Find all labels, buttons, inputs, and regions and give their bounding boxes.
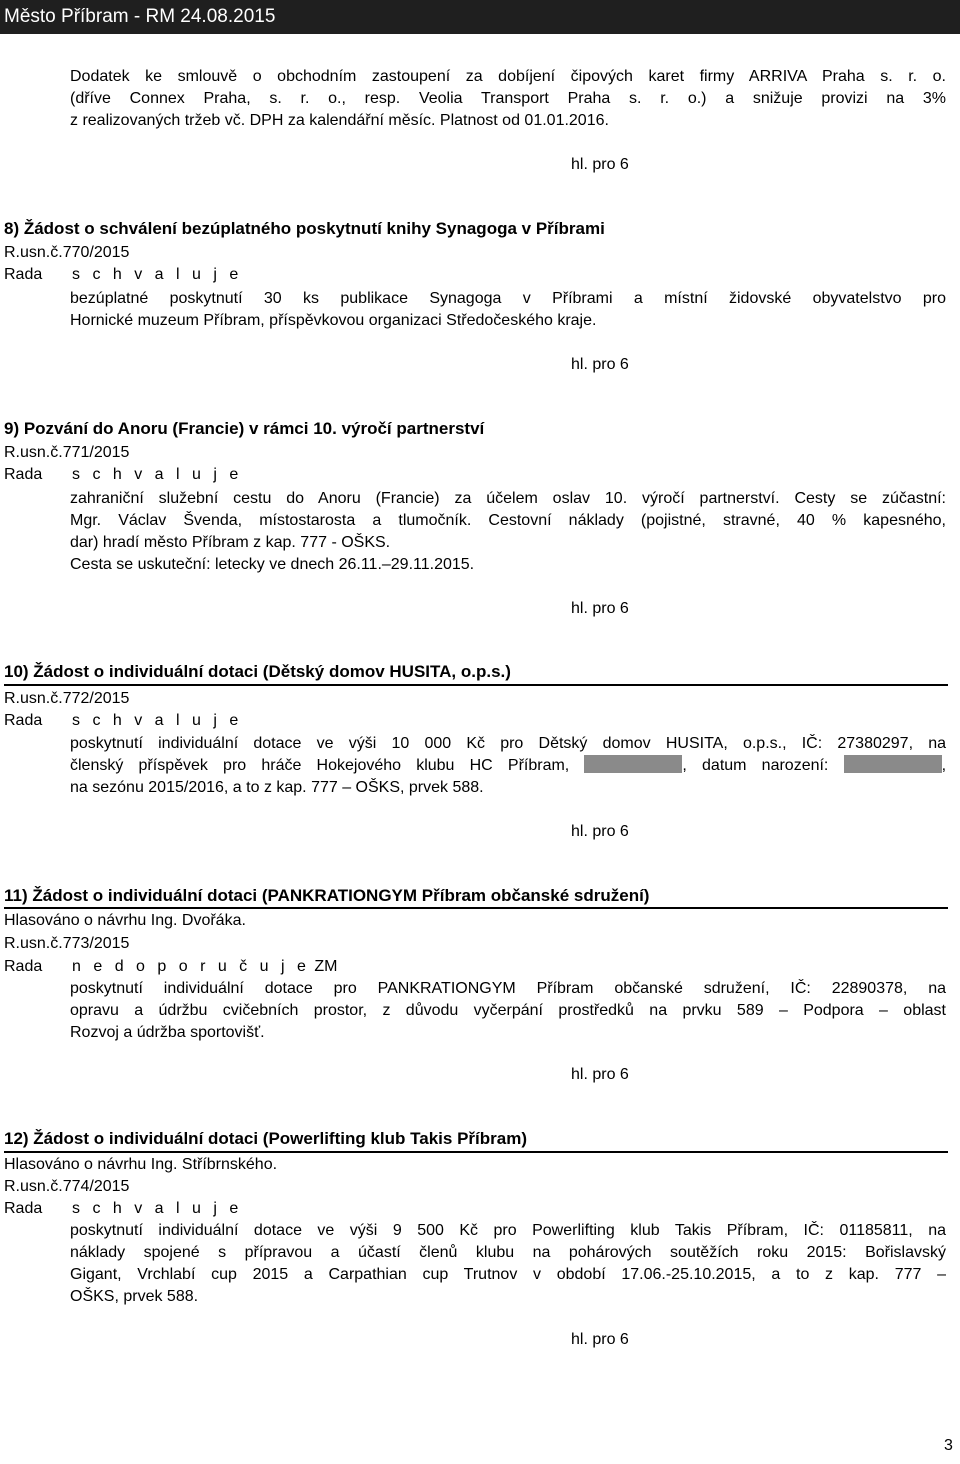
vote-result: hl. pro 6 bbox=[571, 356, 629, 373]
redaction-box bbox=[584, 755, 682, 773]
resolution-number: R.usn.č.771/2015 bbox=[4, 444, 130, 461]
text-line-redacted bbox=[70, 755, 946, 777]
section-divider bbox=[4, 907, 948, 909]
vote-result: hl. pro 6 bbox=[571, 1331, 629, 1348]
text-fragment: , bbox=[941, 757, 947, 774]
resolution-verb: s c h v a l u j e bbox=[72, 1200, 243, 1217]
text-line: Mgr. Václav Švenda, místostarosta a tlumočník. Cestovní náklady (pojistné, stravné, 40 % kapesného, bbox=[70, 512, 946, 529]
resolution-text bbox=[70, 733, 946, 799]
page-header bbox=[0, 0, 960, 34]
vote-note: Hlasováno o návrhu Ing. Dvořáka. bbox=[4, 912, 246, 929]
resolution-text bbox=[70, 1220, 946, 1308]
item-heading: 12) Žádost o individuální dotaci (Powerlifting klub Takis Příbram) bbox=[4, 1129, 527, 1148]
text-line: poskytnutí individuální dotace ve výši 9 500 Kč pro Powerlifting klub Takis Příbram, IČ: 01185811, na bbox=[70, 1222, 946, 1239]
item-heading: 9) Pozvání do Anoru (Francie) v rámci 10. výročí partnerství bbox=[4, 419, 485, 438]
resolution-verb: s c h v a l u j e bbox=[72, 266, 243, 283]
text-fragment: , datum narození: bbox=[682, 757, 829, 774]
resolution-text bbox=[70, 978, 946, 1044]
intro-line: Dodatek ke smlouvě o obchodním zastoupení za dobíjení čipových karet firmy ARRIVA Praha s. r. o. bbox=[70, 68, 946, 85]
text-line: Gigant, Vrchlabí cup 2015 a Carpathian cup Trutnov v období 17.06.-25.10.2015, a to z kap. 777 – bbox=[70, 1266, 946, 1283]
text-line: poskytnutí individuální dotace ve výši 10 000 Kč pro Dětský domov HUSITA, o.p.s., IČ: 27380297, na bbox=[70, 735, 946, 752]
text-line: opravu a údržbu cvičebních prostor, z důvodu vyčerpání prostředků na prvku 589 – Podpora – oblast bbox=[70, 1002, 946, 1019]
item-heading: 11) Žádost o individuální dotaci (PANKRATIONGYM Příbram občanské sdružení) bbox=[4, 886, 650, 905]
resolution-number: R.usn.č.774/2015 bbox=[4, 1178, 130, 1195]
text-fragment: členský příspěvek pro hráče Hokejového klubu HC Příbram, bbox=[70, 757, 570, 774]
resolution-target: ZM bbox=[314, 958, 338, 975]
rada-label: Rada bbox=[4, 1200, 43, 1217]
text-line: Rozvoj a údržba sportovišť. bbox=[70, 1024, 265, 1041]
resolution-verb: n e d o p o r u č u j e bbox=[72, 958, 310, 975]
resolution-number: R.usn.č.770/2015 bbox=[4, 244, 130, 261]
item-heading: 8) Žádost o schválení bezúplatného poskytnutí knihy Synagoga v Příbrami bbox=[4, 219, 605, 238]
vote-result: hl. pro 6 bbox=[571, 823, 629, 840]
text-line: Cesta se uskuteční: letecky ve dnech 26.11.–29.11.2015. bbox=[70, 556, 475, 573]
item-heading: 10) Žádost o individuální dotaci (Dětský domov HUSITA, o.p.s.) bbox=[4, 662, 511, 681]
text-line: poskytnutí individuální dotace pro PANKRATIONGYM Příbram občanské sdružení, IČ: 22890378, na bbox=[70, 980, 946, 997]
resolution-number: R.usn.č.773/2015 bbox=[4, 935, 130, 952]
resolution-number: R.usn.č.772/2015 bbox=[4, 690, 130, 707]
section-divider bbox=[4, 684, 948, 686]
text-line: náklady spojené s přípravou a účastí členů klubu na pohárových soutěžích roku 2015: Bořislavský bbox=[70, 1244, 946, 1261]
text-line: zahraniční služební cestu do Anoru (Francie) za účelem oslav 10. výročí partnerství. Cesty se zúčastní: bbox=[70, 490, 946, 507]
text-line: na sezónu 2015/2016, a to z kap. 777 – OŠKS, prvek 588. bbox=[70, 779, 484, 796]
resolution-verb: s c h v a l u j e bbox=[72, 466, 243, 483]
text-line: bezúplatné poskytnutí 30 ks publikace Synagoga v Příbrami a místní židovské obyvatelstvo pro bbox=[70, 290, 946, 307]
vote-result: hl. pro 6 bbox=[571, 156, 629, 173]
resolution-verb: s c h v a l u j e bbox=[72, 712, 243, 729]
vote-result: hl. pro 6 bbox=[571, 600, 629, 617]
rada-label: Rada bbox=[4, 712, 43, 729]
text-line: OŠKS, prvek 588. bbox=[70, 1288, 199, 1305]
rada-label: Rada bbox=[4, 266, 43, 283]
text-line: dar) hradí město Příbram z kap. 777 - OŠKS. bbox=[70, 534, 391, 551]
header-title: Město Příbram - RM 24.08.2015 bbox=[4, 6, 276, 27]
vote-note: Hlasováno o návrhu Ing. Stříbrnského. bbox=[4, 1156, 278, 1173]
section-divider bbox=[4, 1151, 948, 1153]
rada-label: Rada bbox=[4, 958, 43, 975]
intro-paragraph bbox=[70, 66, 946, 132]
vote-result: hl. pro 6 bbox=[571, 1066, 629, 1083]
page-number: 3 bbox=[944, 1437, 953, 1454]
intro-line: (dříve Connex Praha, s. r. o., resp. Veolia Transport Praha s. r. o.) a snižuje provizi na 3% bbox=[70, 90, 946, 107]
rada-label: Rada bbox=[4, 466, 43, 483]
intro-line: z realizovaných tržeb vč. DPH za kalendářní měsíc. Platnost od 01.01.2016. bbox=[70, 112, 609, 129]
resolution-text bbox=[70, 288, 946, 332]
resolution-text bbox=[70, 488, 946, 576]
text-line: Hornické muzeum Příbram, příspěvkovou organizaci Středočeského kraje. bbox=[70, 312, 597, 329]
redaction-box bbox=[844, 755, 942, 773]
resolution-verb-group bbox=[72, 957, 337, 977]
